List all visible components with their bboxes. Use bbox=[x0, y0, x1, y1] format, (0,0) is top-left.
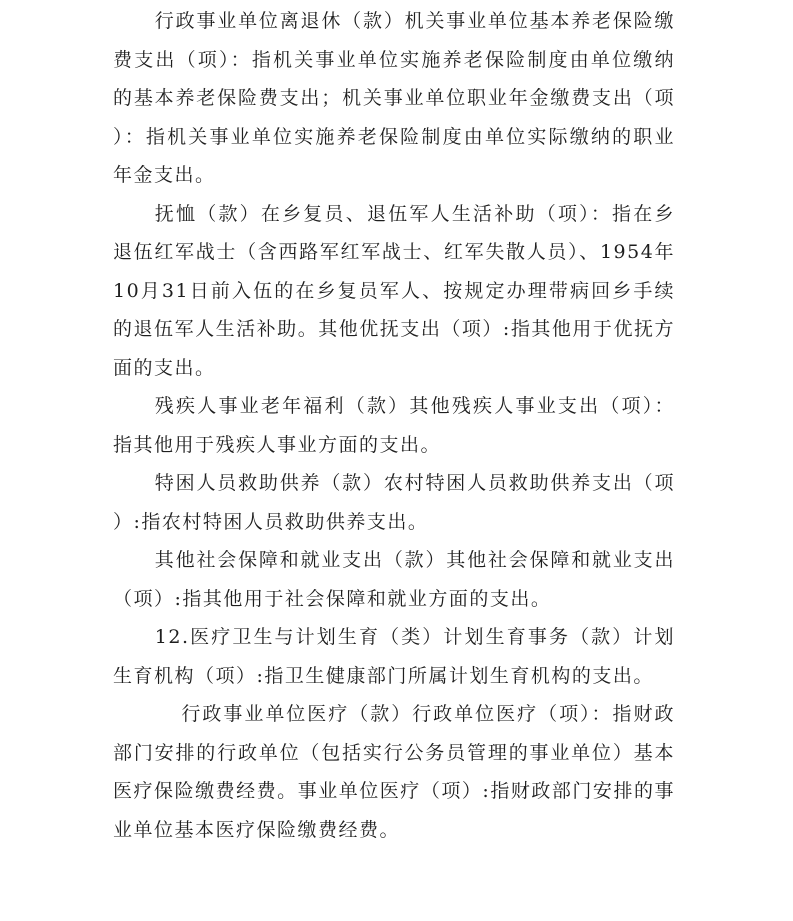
paragraph-disability-affairs: 残疾人事业老年福利（款）其他残疾人事业支出（项）：指其他用于残疾人事业方面的支出。 bbox=[113, 395, 675, 456]
paragraph-pension-contribution: 行政事业单位离退休（款）机关事业单位基本养老保险缴费支出（项）：指机关事业单位实施养老保险制度由单位缴纳的基本养老保险费支出；机关事业单位职业年金缴费支出（项）：指机关事业单位实施养老保险制度由单位实际缴纳的职业年金支出。 bbox=[113, 10, 675, 186]
paragraph-medical-insurance: 行政事业单位医疗（款）行政单位医疗（项）：指财政部门安排的行政单位（包括实行公务员管理的事业单位）基本医疗保险缴费经费。事业单位医疗（项）:指财政部门安排的事业单位基本医疗保险缴费经费。 bbox=[113, 703, 675, 841]
paragraph-destitute-support: 特困人员救助供养（款）农村特困人员救助供养支出（项）:指农村特困人员救助供养支出。 bbox=[113, 472, 675, 533]
paragraph-family-planning: 12.医疗卫生与计划生育（类）计划生育事务（款）计划生育机构（项）:指卫生健康部门所属计划生育机构的支出。 bbox=[113, 626, 675, 687]
paragraph-veteran-subsidy: 抚恤（款）在乡复员、退伍军人生活补助（项）：指在乡退伍红军战士（含西路军红军战士、红军失散人员）、1954年10月31日前入伍的在乡复员军人、按规定办理带病回乡手续的退伍军人生活补助。其他优抚支出（项）:指其他用于优抚方面的支出。 bbox=[113, 202, 675, 379]
document-body bbox=[113, 2, 675, 849]
paragraph-other-social-security: 其他社会保障和就业支出（款）其他社会保障和就业支出（项）:指其他用于社会保障和就业方面的支出。 bbox=[113, 549, 675, 610]
